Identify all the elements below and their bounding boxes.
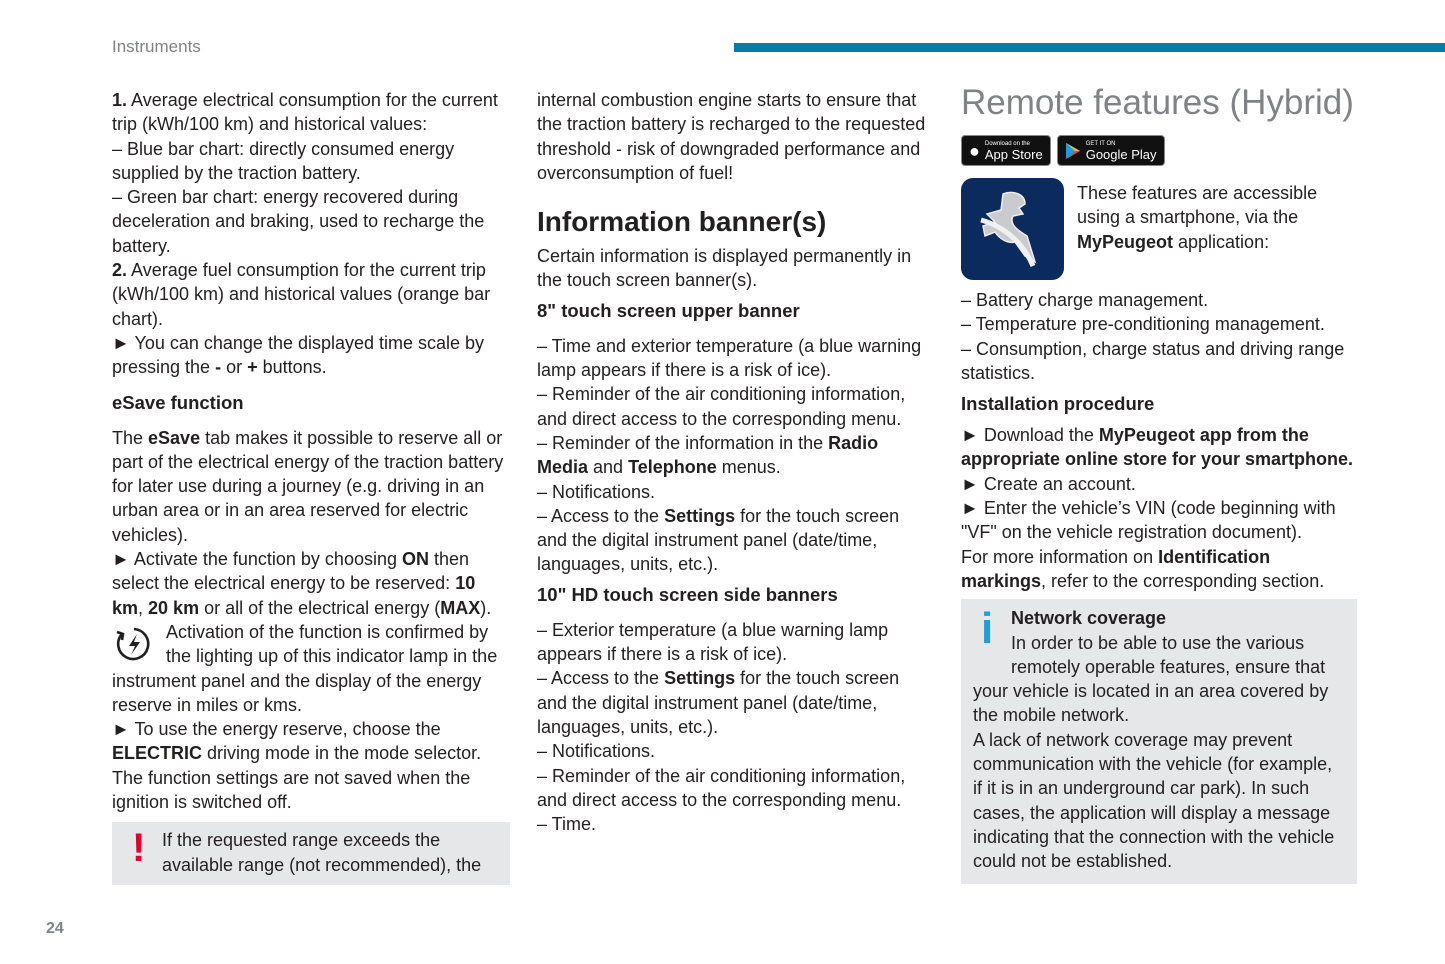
list-item xyxy=(961,288,1357,312)
text-run: 2. xyxy=(112,260,128,281)
header-accent-bar xyxy=(734,43,1445,52)
text-run: 1. xyxy=(112,90,128,110)
text-run: – Green bar chart: energy recovered during deceleration and braking, used to recharge the battery. xyxy=(112,187,485,256)
text-run: and xyxy=(588,457,629,478)
text-run: – Battery charge management. xyxy=(961,290,1209,310)
list-item xyxy=(537,618,933,667)
text-run: ). xyxy=(480,597,492,618)
badge-big-text: Google Play xyxy=(1085,146,1157,162)
info-paragraph: A lack of network coverage may prevent communication with the vehicle (for example, if it is in an underground car park). In such cases, the application will display a message indicating that the connection with the vehicle could not be established. xyxy=(973,729,1335,872)
text-run: for the touch screen and the digital instrument panel (date/time, languages, units, etc.). xyxy=(537,505,900,575)
text-run: – Notifications. xyxy=(537,481,656,502)
subheading-upper-banner: 8" touch screen upper banner xyxy=(537,299,800,321)
list-item xyxy=(961,312,1357,336)
text-run: – Reminder of the air conditioning information, and direct access to the corresponding menu. xyxy=(537,765,906,810)
section-header: Instruments xyxy=(112,37,201,56)
text-run: eSave xyxy=(148,427,201,448)
text-run: ► Create an account. xyxy=(961,473,1136,494)
info-box xyxy=(961,599,1357,883)
list-item xyxy=(537,504,933,577)
app-intro xyxy=(961,178,1357,280)
text-run: + xyxy=(247,357,258,378)
warning-text: If the requested range exceeds the available range (not recommended), the xyxy=(162,830,482,875)
paragraph xyxy=(112,258,510,331)
text-run: – Exterior temperature (a blue warning lamp appears if there is a risk of ice). xyxy=(537,619,889,665)
indicator-paragraph xyxy=(112,620,510,717)
page-number: 24 xyxy=(46,920,64,937)
list-item xyxy=(537,480,933,504)
text-run: application: xyxy=(1173,231,1270,252)
text-run: – Notifications. xyxy=(537,741,656,762)
text-run: ► You can change the displayed time scale by pressing the xyxy=(112,332,485,378)
text-run: These features are accessible using a smartphone, via the xyxy=(1077,183,1318,228)
paragraph xyxy=(112,185,510,258)
text-run: – Temperature pre-conditioning management. xyxy=(961,314,1325,335)
text-run: for the touch screen and the digital instrument panel (date/time, languages, units, etc.). xyxy=(537,668,900,737)
apple-icon: ● xyxy=(969,140,980,161)
text-run: - xyxy=(215,357,222,378)
text-run: ► Enter the vehicle’s VIN (code beginning with "VF" on the vehicle registration document). xyxy=(961,498,1336,543)
paragraph xyxy=(112,137,510,186)
warning-box xyxy=(112,822,510,885)
paragraph xyxy=(112,717,510,766)
text-run: menus. xyxy=(716,457,781,478)
paragraph xyxy=(112,547,510,620)
step xyxy=(961,545,1357,594)
paragraph xyxy=(112,331,510,380)
info-icon: i xyxy=(981,604,994,654)
list-item xyxy=(537,812,933,836)
text-run: – Reminder of the information in the xyxy=(537,432,829,453)
text-run: ► Download the xyxy=(961,425,1099,446)
text-run: MyPeugeot xyxy=(1077,231,1174,252)
info-title: Network coverage xyxy=(1011,608,1167,629)
app-store-badge[interactable] xyxy=(961,135,1051,166)
esave-indicator-icon xyxy=(112,620,166,668)
text-run: or xyxy=(221,357,248,378)
text-run: Average fuel consumption for the current trip (kWh/100 km) and historical values (orange bar chart). xyxy=(112,260,491,329)
info-paragraph: In order to be able to use the various remotely operable features, ensure that your vehicle is located in an area covered by the mobile network. xyxy=(973,632,1329,726)
page-title: Remote features (Hybrid) xyxy=(961,83,1354,122)
text-run: tab makes it possible to reserve all or part of the electrical energy of the traction battery for later use during a journey (e.g. driving in an urban area or in an area reserved for electric vehicles). xyxy=(112,427,504,545)
mypeugeot-app-icon xyxy=(961,178,1064,280)
text-run: Settings xyxy=(664,505,736,526)
text-run: buttons. xyxy=(257,357,327,378)
paragraph xyxy=(112,426,510,547)
text-run: MyPeugeot app from the appropriate online store for your smartphone. xyxy=(961,425,1354,470)
esave-heading: eSave function xyxy=(112,391,244,413)
text-run: ON xyxy=(402,549,429,570)
step xyxy=(961,423,1357,472)
text-run: , refer to the corresponding section. xyxy=(1041,570,1325,591)
text-run: MAX xyxy=(440,597,481,618)
paragraph xyxy=(112,88,510,137)
text-run: – Reminder of the air conditioning information, and direct access to the corresponding menu. xyxy=(537,384,906,429)
text-run: – Access to the xyxy=(537,505,665,526)
text-run: – Blue bar chart: directly consumed energy supplied by the traction battery. xyxy=(112,138,455,183)
text-run: For more information on xyxy=(961,546,1159,567)
list-item xyxy=(537,334,933,383)
text-run: 10 km xyxy=(112,573,476,618)
text-run: ► To use the energy reserve, choose the xyxy=(112,719,441,740)
column-1 xyxy=(112,88,510,885)
step xyxy=(961,496,1357,545)
column-3 xyxy=(961,83,1357,884)
warning-icon: ! xyxy=(132,826,146,871)
list-item xyxy=(961,337,1357,386)
text-run: then select the electrical energy to be reserved: xyxy=(112,549,470,594)
text-run: The xyxy=(112,427,149,448)
badge-big-text: App Store xyxy=(984,146,1043,162)
play-store-icon xyxy=(1065,142,1081,160)
text-run: Telephone xyxy=(628,457,717,478)
text-run: , xyxy=(138,597,149,618)
text-run: – Time. xyxy=(537,814,597,835)
paragraph: Certain information is displayed permanently in the touch screen banner(s). xyxy=(537,246,912,291)
text-run: – Time and exterior temperature (a blue warning lamp appears if there is a risk of ice). xyxy=(537,335,922,381)
step xyxy=(961,472,1357,496)
text-run: Average electrical consumption for the current trip (kWh/100 km) and historical values: xyxy=(112,90,498,135)
list-item xyxy=(537,666,933,739)
badge-small-text: GET IT ON xyxy=(1085,140,1116,147)
text-run: or all of the electrical energy ( xyxy=(199,597,441,618)
list-item xyxy=(537,382,933,431)
paragraph: internal combustion engine starts to ensure that the traction battery is recharged to the requested threshold - risk of downgraded performance and overconsumption of fuel! xyxy=(537,90,926,183)
indicator-text: Activation of the function is confirmed by the lighting up of this indicator lamp in the instrument panel and the display of the energy reserve in miles or kms. xyxy=(112,621,498,715)
google-play-badge[interactable] xyxy=(1057,135,1165,166)
subheading-side-banners: 10" HD touch screen side banners xyxy=(537,583,838,605)
text-run: Settings xyxy=(664,668,736,689)
text-run: – Consumption, charge status and driving range statistics. xyxy=(961,338,1345,383)
text-run: 20 km xyxy=(148,597,200,618)
badge-small-text: Download on the xyxy=(984,140,1030,147)
text-run: ► Activate the function by choosing xyxy=(112,549,402,570)
text-run: Radio Media xyxy=(537,432,879,478)
store-badges xyxy=(961,135,1357,166)
text-run: – Access to the xyxy=(537,668,665,689)
intro-text xyxy=(1077,178,1357,280)
section-heading: Information banner(s) xyxy=(537,206,827,238)
list-item xyxy=(537,764,933,813)
text-run: The function settings are not saved when the ignition is switched off. xyxy=(112,767,471,813)
text-run: ELECTRIC xyxy=(112,743,202,764)
installation-heading: Installation procedure xyxy=(961,393,1155,415)
text-run: driving mode in the mode selector. xyxy=(202,743,482,764)
list-item xyxy=(537,431,933,480)
column-2 xyxy=(537,88,933,836)
list-item xyxy=(537,739,933,763)
paragraph xyxy=(112,766,510,815)
text-run: Identification markings xyxy=(961,546,1271,591)
